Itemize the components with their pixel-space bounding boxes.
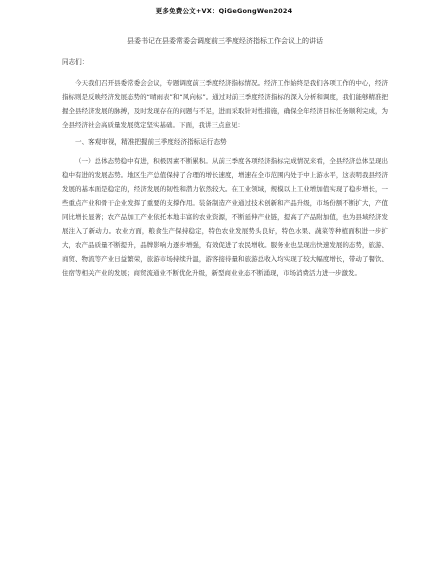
paragraph-intro: 今天我们召开县委常委会会议，专题调度前三季度经济指标情况。经济工作始终是我们各项工作的中心，经济指标则是反映经济发展态势的“晴雨表”和“风向标”。通过对前三季度经济指标的深入分析和调度，我们能够精准把握全县经济发展的脉搏，及时发现存在的问题与不足，进而采取针对性措施，确保全年经济目标任务顺利完成，为全县经济社会高质量发展奠定坚实基础。下面，我讲三点意见：: [62, 79, 388, 129]
salutation: 同志们：: [62, 58, 89, 66]
paragraph-overall-situation: （一）总体态势稳中有进，积极因素不断累积。从前三季度各项经济指标完成情况来看，全县经济总体呈现出稳中有进的发展态势。地区生产总值保持了合理的增长速度，增速在全市范围内处于中上游水平，这表明我县经济发展的基本面是稳定的，经济发展的韧性和潜力依然较大。在工业领域，规模以上工业增加值实现了稳步增长，一些重点产业和骨干企业发挥了重要的支撑作用。装备制造产业通过技术创新和产品升级，市场份额不断扩大，产值同比增长显著；农产品加工产业依托本地丰富的农业资源，不断延伸产业链，提高了产品附加值，也为县域经济发展注入了新动力。农业方面，粮食生产保持稳定，特色农业发展势头良好，特色水果、蔬菜等种植面积进一步扩大，农产品质量不断提升，品牌影响力逐步增强，有效促进了农民增收。服务业也呈现出快速发展的态势，旅游、商贸、物流等产业日益繁荣，旅游市场持续升温，游客接待量和旅游总收入均实现了较大幅度增长，带动了餐饮、住宿等相关产业的发展；商贸流通业不断优化升级，新型商业业态不断涌现，市场消费活力进一步激发。: [62, 157, 388, 277]
section-heading: 一、客观审视，精准把握前三季度经济指标运行态势: [75, 138, 227, 146]
document-title: 县委书记在县委常委会调度前三季度经济指标工作会议上的讲话: [127, 37, 323, 45]
document-body: [62, 36, 388, 280]
header-watermark: 更多免费公文+VX：QiGeGongWen2024: [155, 7, 293, 15]
